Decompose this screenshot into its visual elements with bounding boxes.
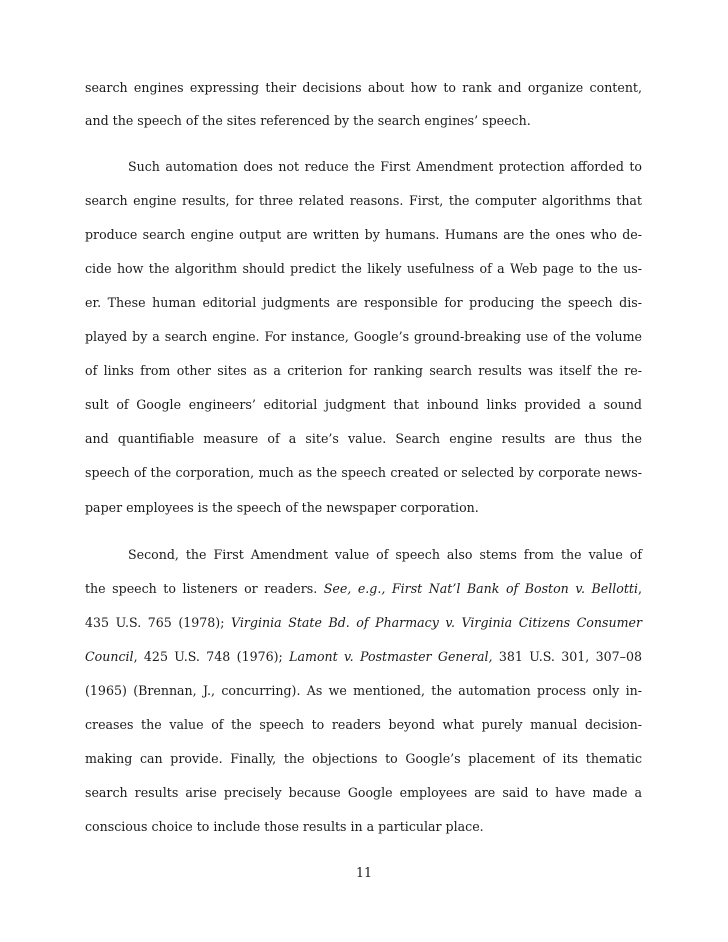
text-line: [85, 498, 642, 518]
text-line: [85, 111, 642, 131]
text-line: [85, 783, 642, 803]
text-line: [85, 613, 642, 633]
text-segment: and the speech of the sites referenced by the search engines’ speech.: [85, 113, 531, 128]
text-segment: 381 U.S. 301, 307–08: [492, 649, 642, 664]
italic-citation: See, e.g., First Nat’l Bank of Boston v. Bellotti: [323, 581, 638, 596]
text-line: [85, 749, 642, 769]
text-line: [85, 191, 642, 211]
text-segment: (1965) (Brennan, J., concurring). As we mentioned, the automation process only in-: [85, 683, 642, 698]
italic-citation: Lamont v. Postmaster General,: [289, 649, 493, 664]
text-line: [85, 361, 642, 381]
text-line: [85, 395, 642, 415]
text-segment: speech of the corporation, much as the speech created or selected by corporate news-: [85, 465, 642, 480]
text-line: [85, 78, 642, 98]
text-line: [85, 817, 642, 837]
page-number: 11: [355, 865, 373, 880]
text-segment: sult of Google engineers’ editorial judgment that inbound links provided a sound: [85, 397, 642, 412]
text-line: [85, 579, 642, 599]
text-segment: search engines expressing their decisions about how to rank and organize content,: [85, 80, 642, 95]
text-segment: ,: [638, 581, 643, 596]
text-line: [85, 647, 642, 667]
text-line: [128, 157, 642, 177]
text-line: [128, 545, 642, 565]
text-segment: search engine results, for three related reasons. First, the computer algorithms that: [85, 193, 642, 208]
text-line: [85, 715, 642, 735]
text-segment: conscious choice to include those results in a particular place.: [85, 819, 484, 834]
italic-citation: Virginia State Bd. of Pharmacy v. Virginia Citizens Consumer: [231, 615, 642, 630]
text-line: [85, 429, 642, 449]
text-segment: played by a search engine. For instance, Google’s ground-breaking use of the volume: [85, 329, 642, 344]
text-line: [85, 327, 642, 347]
text-segment: making can provide. Finally, the objections to Google’s placement of its thematic: [85, 751, 642, 766]
text-line: [85, 293, 642, 313]
text-segment: Second, the First Amendment value of speech also stems from the value of: [128, 547, 642, 562]
text-segment: and quantifiable measure of a site’s value. Search engine results are thus the: [85, 431, 642, 446]
italic-citation: Council: [85, 649, 134, 664]
text-line: [85, 463, 642, 483]
text-segment: cide how the algorithm should predict the likely usefulness of a Web page to the us-: [85, 261, 642, 276]
text-segment: the speech to listeners or readers.: [85, 581, 324, 596]
text-segment: er. These human editorial judgments are responsible for producing the speech dis-: [85, 295, 642, 310]
text-segment: paper employees is the speech of the newspaper corporation.: [85, 500, 479, 515]
text-segment: 435 U.S. 765 (1978);: [85, 615, 231, 630]
text-segment: produce search engine output are written by humans. Humans are the ones who de-: [85, 227, 642, 242]
text-line: [85, 681, 642, 701]
text-line: [85, 225, 642, 245]
text-segment: creases the value of the speech to readers beyond what purely manual decision-: [85, 717, 642, 732]
text-segment: search results arise precisely because Google employees are said to have made a: [85, 785, 642, 800]
text-segment: , 425 U.S. 748 (1976);: [133, 649, 290, 664]
text-segment: Such automation does not reduce the First Amendment protection afforded to: [128, 159, 642, 174]
text-segment: of links from other sites as a criterion for ranking search results was itself the re-: [85, 363, 642, 378]
text-line: [85, 259, 642, 279]
